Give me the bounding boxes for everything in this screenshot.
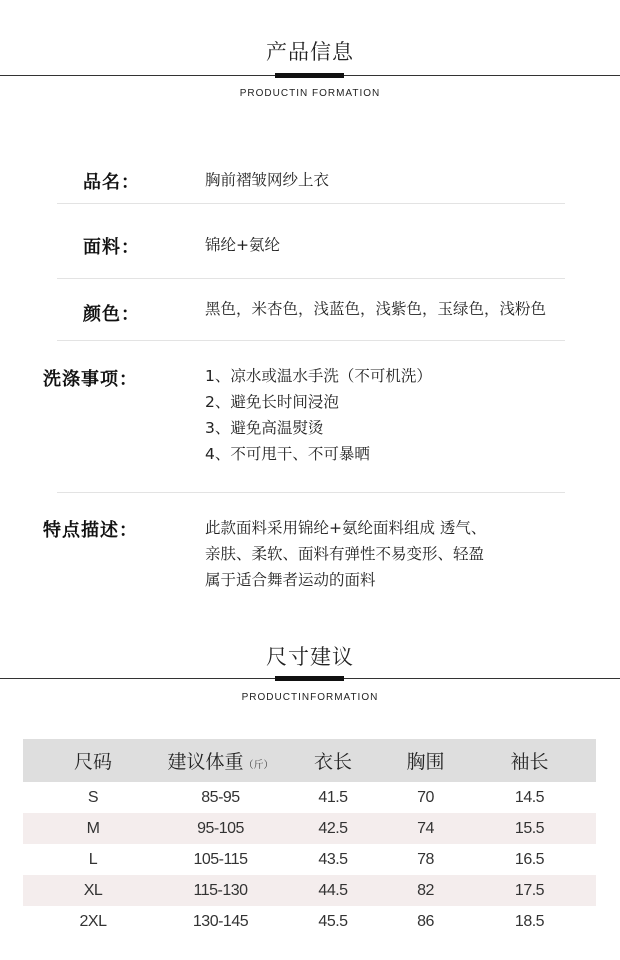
cell-weight: 115-130: [163, 875, 278, 906]
wash-line: 4、不可甩干、不可暴晒: [205, 445, 370, 463]
cell-length: 43.5: [318, 850, 348, 868]
feature-line: 此款面料采用锦纶+氨纶面料组成 透气、: [205, 519, 487, 537]
cell-chest: 74: [388, 813, 463, 844]
cell-sleeve: 17.5: [463, 875, 596, 906]
cell-size: M: [23, 813, 163, 844]
cell-chest: 70: [417, 788, 434, 806]
cell-sleeve: 16.5: [514, 850, 545, 868]
section-subtitle: PRODUCTINFORMATION: [241, 692, 379, 703]
header-chest: 胸围: [388, 739, 463, 782]
header-length: 衣长: [278, 739, 388, 782]
table-row: [23, 813, 596, 844]
cell-size: L: [88, 850, 98, 868]
wash-line: 1、凉水或温水手洗（不可机洗）: [205, 367, 432, 385]
table-row: [23, 782, 596, 813]
fabric-value: 锦纶+氨纶: [205, 236, 280, 254]
feature-line: 属于适合舞者运动的面料: [205, 571, 376, 589]
cell-size: 2XL: [79, 912, 107, 930]
table-row: [23, 906, 596, 937]
size-table: [23, 739, 596, 937]
section-title-size-advice: 尺寸建议: [266, 645, 354, 669]
table-row: [23, 875, 596, 906]
row-divider: [57, 340, 565, 341]
header-weight-label: 建议体重: [167, 751, 244, 773]
row-divider: [57, 492, 565, 493]
cell-length: 45.5: [318, 912, 348, 930]
feature-description: [205, 515, 486, 593]
header-sleeve: 袖长: [463, 739, 596, 782]
cell-weight: 95-105: [163, 813, 278, 844]
row-divider: [57, 203, 565, 204]
color-value: 黑色，米杏色，浅蓝色，浅紫色，玉绿色，浅粉色: [205, 300, 547, 318]
cell-length: 41.5: [318, 788, 348, 806]
cell-length: 44.5: [278, 875, 388, 906]
name-label: 品名：: [83, 172, 140, 193]
wash-line: 3、避免高温熨烫: [205, 419, 324, 437]
cell-chest: 78: [417, 850, 434, 868]
cell-chest: 86: [417, 912, 434, 930]
header-weight: [163, 739, 278, 782]
cell-sleeve: 18.5: [514, 912, 545, 930]
wash-line: 2、避免长时间浸泡: [205, 393, 339, 411]
cell-weight: 130-145: [192, 912, 249, 930]
wash-instructions: [205, 363, 432, 467]
row-divider: [57, 278, 565, 279]
cell-sleeve: 14.5: [514, 788, 545, 806]
cell-chest: 82: [388, 875, 463, 906]
fabric-label: 面料：: [83, 237, 140, 258]
section-accent-bar: [275, 73, 344, 78]
table-row: [23, 844, 596, 875]
header-size: 尺码: [23, 739, 163, 782]
cell-sleeve: 15.5: [463, 813, 596, 844]
cell-size: S: [87, 788, 99, 806]
feature-label: 特点描述：: [43, 520, 138, 541]
cell-weight: 105-115: [193, 850, 248, 868]
header-weight-unit: （斤）: [243, 760, 274, 771]
cell-weight: 85-95: [201, 788, 240, 806]
wash-label: 洗涤事项：: [43, 369, 138, 390]
table-header-row: [23, 739, 596, 782]
section-title-product-info: 产品信息: [266, 40, 354, 64]
cell-length: 42.5: [278, 813, 388, 844]
color-label: 颜色：: [83, 304, 140, 325]
name-value: 胸前褶皱网纱上衣: [205, 171, 330, 189]
section-subtitle: PRODUCTIN FORMATION: [239, 88, 381, 99]
section-accent-bar: [275, 676, 344, 681]
cell-size: XL: [23, 875, 163, 906]
feature-line: 亲肤、柔软、面料有弹性不易变形、轻盈: [205, 545, 485, 563]
